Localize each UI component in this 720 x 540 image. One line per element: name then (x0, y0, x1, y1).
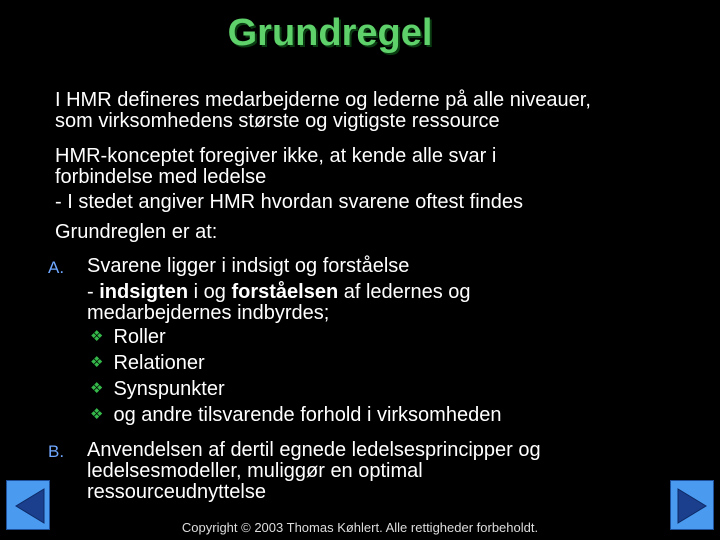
list-item-a-subtext (87, 282, 647, 324)
list-marker-a: A. (48, 258, 65, 277)
diamond-bullet-icon: ❖ (90, 354, 104, 371)
subtext-line-2: medarbejdernes indbyrdes; (87, 302, 330, 324)
bullet-item (90, 404, 501, 426)
paragraph-2-line-1: HMR-konceptet foregiver ikke, at kende alle svar i (55, 145, 497, 167)
list-item-b-line-1: Anvendelsen af dertil egnede ledelsesprincipper og (87, 439, 541, 461)
paragraph-2-line-2: forbindelse med ledelse (55, 166, 267, 188)
list-item-b-line-2: ledelsesmodeller, muliggør en optimal (87, 460, 423, 482)
bullet-label: Synspunkter (113, 378, 225, 400)
subtext-line-1 (87, 282, 647, 303)
subtext-bold-insight: indsigten (99, 281, 189, 303)
slide-title: Grundregel (227, 12, 433, 54)
bullet-item (90, 326, 166, 348)
bullet-item (90, 352, 205, 374)
list-item-b-line-3: ressourceudnyttelse (87, 481, 266, 503)
paragraph-1 (55, 90, 705, 132)
copyright-footer: Copyright © 2003 Thomas Køhlert. Alle rettigheder forbeholdt. (181, 520, 539, 535)
diamond-bullet-icon: ❖ (90, 328, 104, 345)
bullet-item (90, 378, 225, 400)
bullet-label: Roller (113, 326, 166, 348)
paragraph-2 (55, 146, 705, 213)
paragraph-3: Grundreglen er at: (55, 221, 218, 243)
subtext-bold-understanding: forståelsen (231, 281, 339, 303)
paragraph-1-line-2: som virksomhedens største og vigtigste ressource (55, 110, 500, 132)
subtext-mid: i og (188, 281, 232, 303)
subtext-rest: af ledernes og (338, 281, 471, 303)
list-marker-b: B. (48, 442, 65, 461)
list-item-b (87, 440, 687, 503)
diamond-bullet-icon: ❖ (90, 380, 104, 397)
bullet-label: Relationer (113, 352, 205, 374)
bullet-label: og andre tilsvarende forhold i virksomheden (113, 404, 502, 426)
paragraph-1-line-1: I HMR defineres medarbejderne og lederne på alle niveauer, (55, 89, 591, 111)
paragraph-2-line-3: - I stedet angiver HMR hvordan svarene oftest findes (55, 191, 524, 213)
diamond-bullet-icon: ❖ (90, 406, 104, 423)
list-item-a: Svarene ligger i indsigt og forståelse (87, 255, 410, 277)
subtext-prefix: - (87, 281, 100, 303)
